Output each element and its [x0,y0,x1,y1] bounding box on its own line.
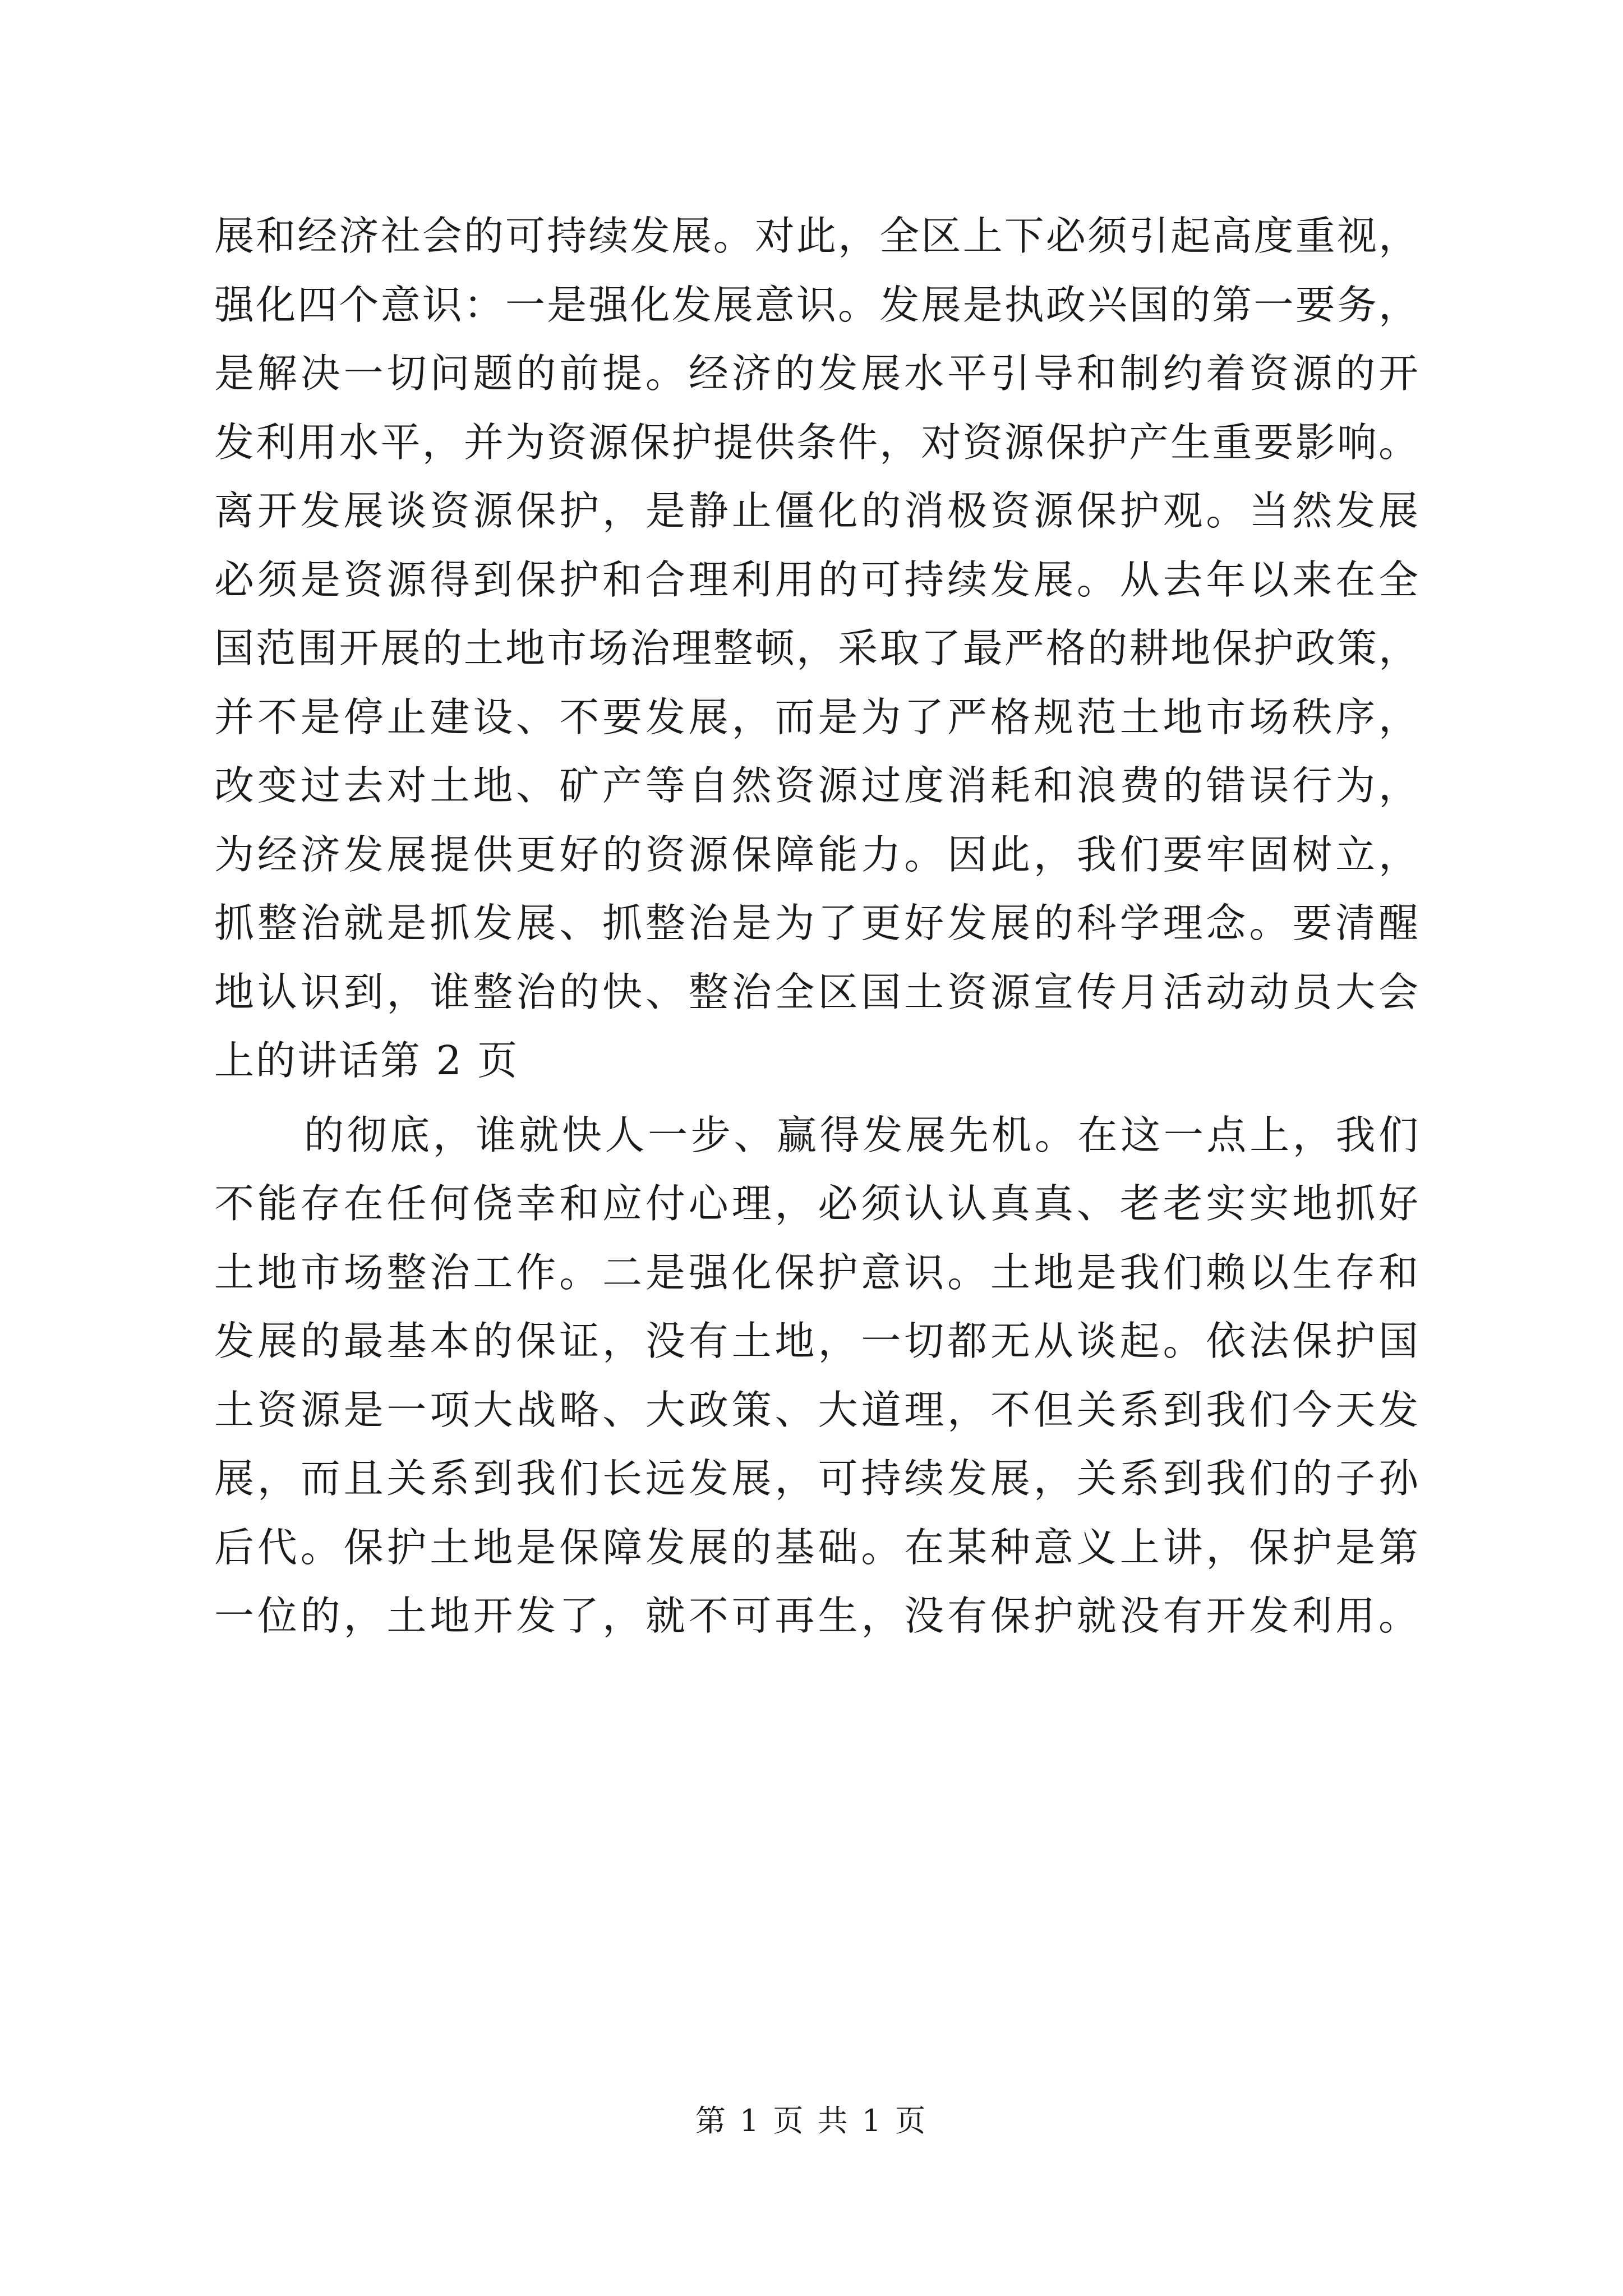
text-line: 土资源是一项大战略、大政策、大道理，不但关系到我们今天发 [214,1386,1420,1433]
text-line: 是解决一切问题的前提。经济的发展水平引导和制约着资源的开 [214,350,1420,397]
text-line: 展，而且关系到我们长远发展，可持续发展，关系到我们的子孙 [214,1455,1420,1502]
text-line: 强化四个意识：一是强化发展意识。发展是执政兴国的第一要务， [214,281,1420,328]
text-line: 抓整治就是抓发展、抓整治是为了更好发展的科学理念。要清醒 [214,900,1420,946]
text-line: 的彻底，谁就快人一步、赢得发展先机。在这一点上，我们 [304,1111,1420,1158]
paragraph-gap [214,1096,1420,1101]
text-line: 发展的最基本的保证，没有土地，一切都无从谈起。依法保护国 [214,1318,1420,1364]
text-line: 发利用水平，并为资源保护提供条件，对资源保护产生重要影响。 [214,418,1420,466]
text-line: 一位的，土地开发了，就不可再生，没有保护就没有开发利用。 [214,1593,1420,1639]
text-line: 为经济发展提供更好的资源保障能力。因此，我们要牢固树立， [214,831,1420,878]
text-line: 必须是资源得到保护和合理利用的可持续发展。从去年以来在全 [214,556,1420,603]
page-footer: 第 1 页 共 1 页 [695,2103,928,2138]
text-line: 后代。保护土地是保障发展的基础。在某种意义上讲，保护是第 [214,1524,1420,1571]
text-line: 土地市场整治工作。二是强化保护意识。土地是我们赖以生存和 [214,1249,1420,1296]
document-body [214,202,1420,1651]
text-line: 离开发展谈资源保护，是静止僵化的消极资源保护观。当然发展 [214,487,1420,534]
text-line: 国范围开展的土地市场治理整顿，采取了最严格的耕地保护政策， [214,625,1420,671]
text-line: 上的讲话第 2 页 [214,1037,519,1084]
paragraph-1 [214,202,1420,1096]
text-line: 不能存在任何侥幸和应付心理，必须认认真真、老老实实地抓好 [214,1180,1420,1227]
text-line: 改变过去对土地、矿产等自然资源过度消耗和浪费的错误行为， [214,762,1420,809]
text-line: 展和经济社会的可持续发展。对此，全区上下必须引起高度重视， [214,213,1420,259]
text-line: 地认识到，谁整治的快、整治全区国土资源宣传月活动动员大会 [214,968,1420,1015]
paragraph-2 [214,1101,1420,1651]
text-line: 并不是停止建设、不要发展，而是为了严格规范土地市场秩序， [214,693,1420,740]
